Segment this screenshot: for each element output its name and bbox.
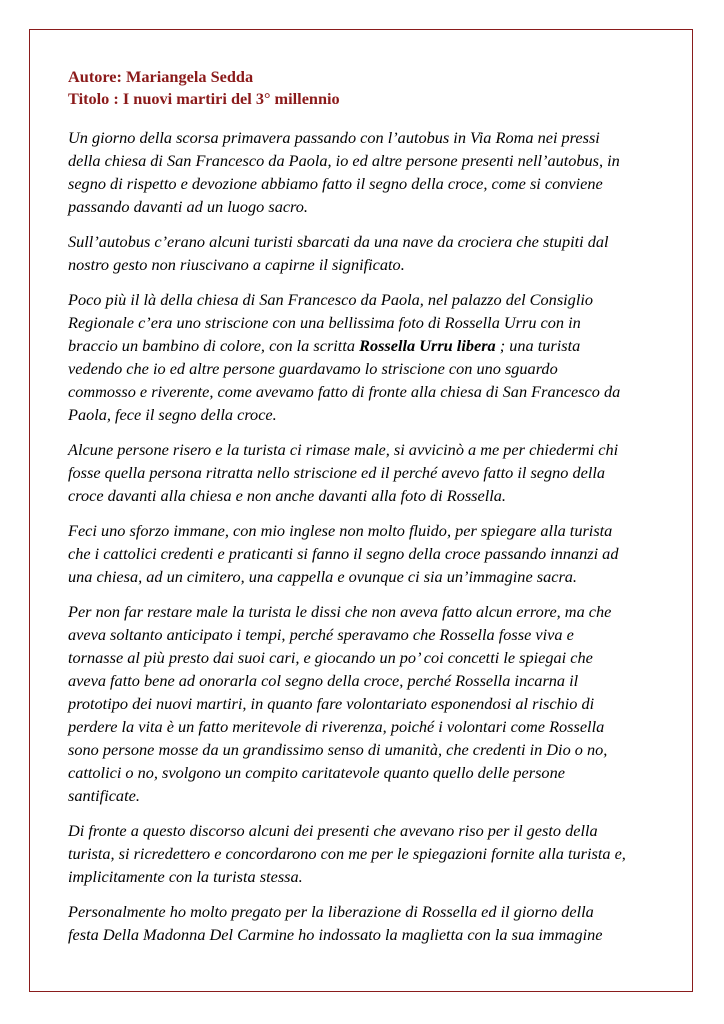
paragraph-2 [68, 230, 668, 276]
document-header [68, 66, 668, 110]
text-line: santificate. [68, 786, 140, 805]
paragraph-5 [68, 519, 668, 588]
text-line: perdere la vita è un fatto meritevole di riverenza, poiché i volontari come Rossella [68, 717, 605, 736]
text-line: fosse quella persona ritratta nello striscione ed il perché avevo fatto il segno della [68, 463, 606, 482]
text-line: della chiesa di San Francesco da Paola, io ed altre persone presenti nell’autobus, in [68, 151, 620, 170]
text-line: Feci uno sforzo immane, con mio inglese non molto fluido, per spiegare alla turista [68, 521, 613, 540]
text-line: turista, si ricredettero e concordarono con me per le spiegazioni fornite alla turista e, [68, 844, 626, 863]
text-line: Personalmente ho molto pregato per la liberazione di Rossella ed il giorno della [68, 902, 594, 921]
text-line: sono persone mosse da un grandissimo senso di umanità, che credenti in Dio o no, [68, 740, 608, 759]
text-fragment: braccio un bambino di colore, con la scritta [68, 336, 360, 355]
text-line: prototipo dei nuovi martiri, in quanto fare volontariato esponendosi al rischio di [68, 694, 595, 713]
text-line: aveva fatto bene ad onorarla col segno della croce, perché Rossella incarna il [68, 671, 579, 690]
text-line-with-emphasis [68, 334, 668, 357]
text-line: vedendo che io ed altre persone guardavamo lo striscione con uno sguardo [68, 359, 558, 378]
banner-slogan: Rossella Urru libera [359, 336, 496, 355]
text-line: che i cattolici credenti e praticanti si fanno il segno della croce passando innanzi ad [68, 544, 619, 563]
paragraph-7 [68, 819, 668, 888]
text-line: passando davanti ad un luogo sacro. [68, 197, 308, 216]
text-line: implicitamente con la turista stessa. [68, 867, 303, 886]
text-line: una chiesa, ad un cimitero, una cappella e ovunque ci sia un’immagine sacra. [68, 567, 577, 586]
text-line: aveva soltanto anticipato i tempi, perché speravamo che Rossella fosse viva e [68, 625, 574, 644]
text-line: segno di rispetto e devozione abbiamo fatto il segno della croce, come si conviene [68, 174, 603, 193]
text-line: Per non far restare male la turista le dissi che non aveva fatto alcun errore, ma che [68, 602, 612, 621]
text-line: Di fronte a questo discorso alcuni dei presenti che avevano riso per il gesto della [68, 821, 598, 840]
text-line: Sull’autobus c’erano alcuni turisti sbarcati da una nave da crociera che stupiti dal [68, 232, 609, 251]
text-line: tornasse al più presto dai suoi cari, e giocando un po’ coi concetti le spiegai che [68, 648, 593, 667]
text-line: festa Della Madonna Del Carmine ho indossato la maglietta con la sua immagine [68, 925, 603, 944]
paragraph-8 [68, 900, 668, 946]
paragraph-4 [68, 438, 668, 507]
paragraph-6 [68, 600, 668, 807]
text-line: cattolici o no, svolgono un compito caritatevole quanto quello delle persone [68, 763, 565, 782]
text-fragment: ; una turista [495, 336, 581, 355]
text-line: commosso e riverente, come avevamo fatto di fronte alla chiesa di San Francesco da [68, 382, 621, 401]
title-line: Titolo : I nuovi martiri del 3° millennio [68, 89, 340, 108]
paragraph-1 [68, 126, 668, 218]
text-line: croce davanti alla chiesa e non anche davanti alla foto di Rossella. [68, 486, 507, 505]
paragraph-3 [68, 288, 668, 426]
text-line: Regionale c’era uno striscione con una bellissima foto di Rossella Urru con in [68, 313, 581, 332]
text-line: Alcune persone risero e la turista ci rimase male, si avvicinò a me per chiedermi chi [68, 440, 619, 459]
text-line: nostro gesto non riuscivano a capirne il significato. [68, 255, 405, 274]
text-line: Un giorno della scorsa primavera passando con l’autobus in Via Roma nei pressi [68, 128, 600, 147]
author-line: Autore: Mariangela Sedda [68, 67, 254, 86]
text-line: Paola, fece il segno della croce. [68, 405, 277, 424]
document-body [68, 66, 668, 958]
text-line: Poco più il là della chiesa di San Francesco da Paola, nel palazzo del Consiglio [68, 290, 594, 309]
